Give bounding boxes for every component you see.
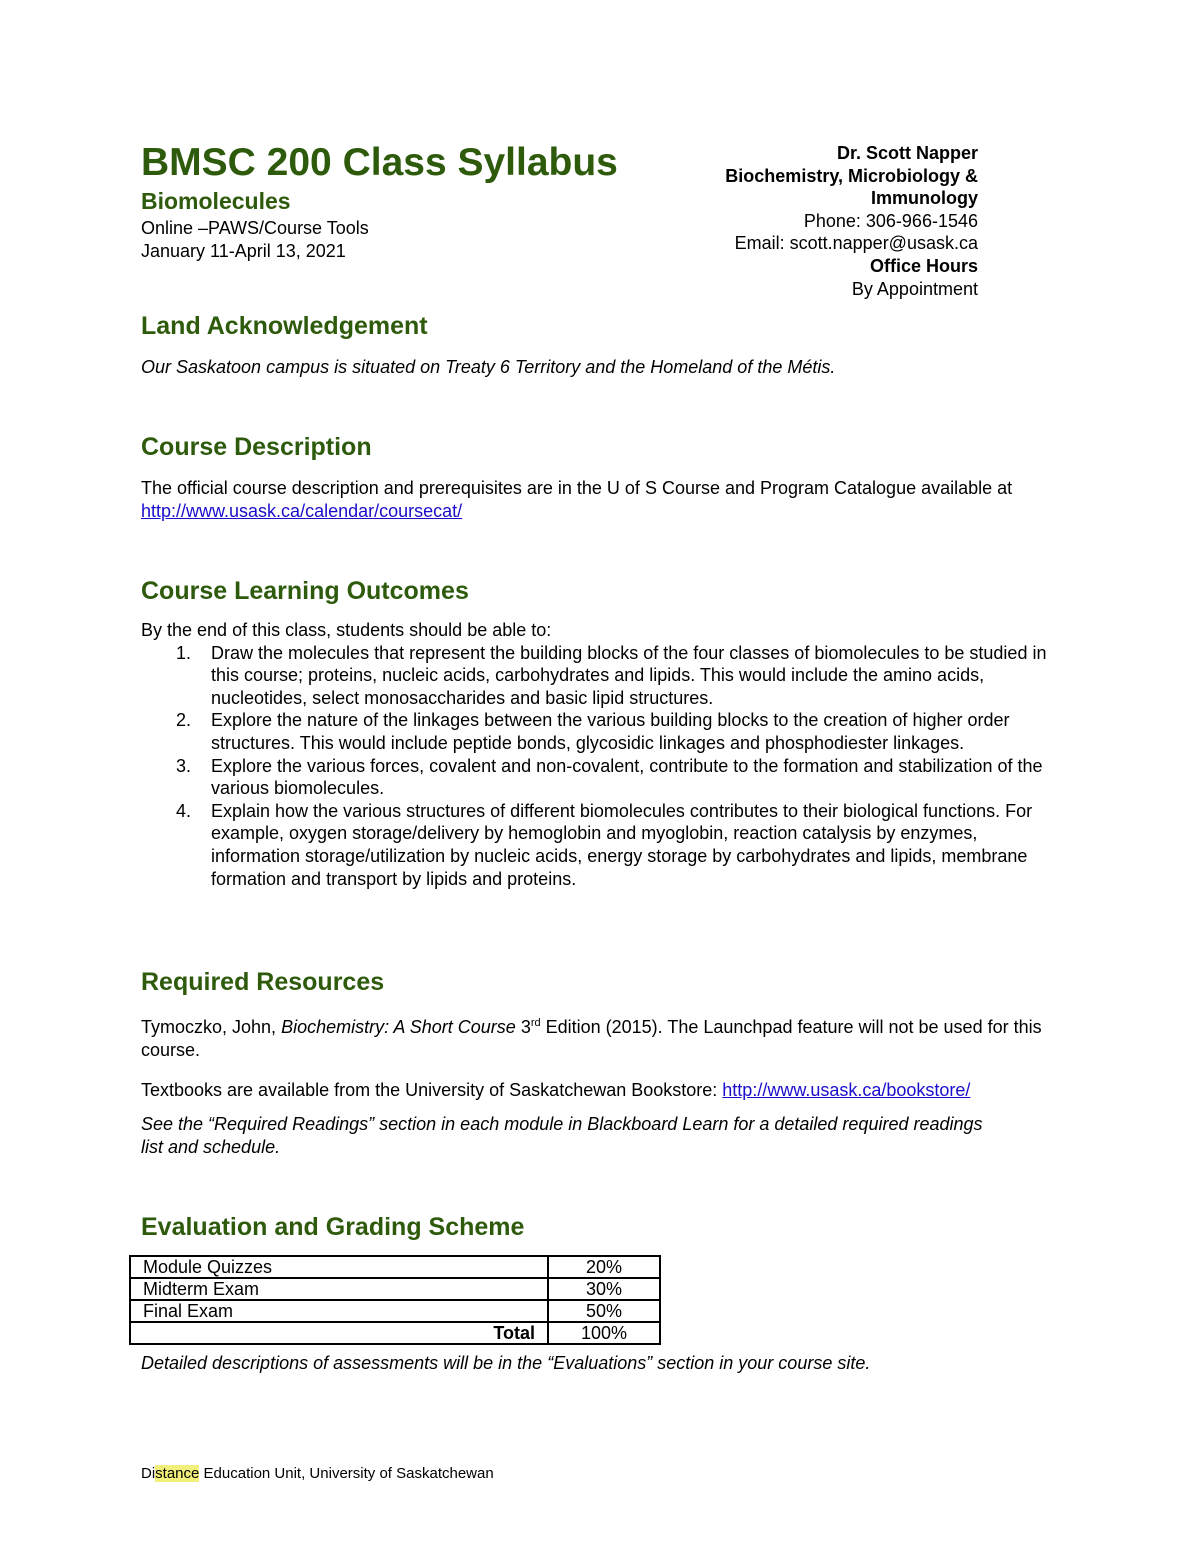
textbook-title: Biochemistry: A Short Course bbox=[281, 1017, 516, 1037]
instructor-name: Dr. Scott Napper bbox=[836, 143, 978, 163]
outcomes-intro: By the end of this class, students should be able to: bbox=[141, 620, 552, 640]
table-row bbox=[130, 1256, 660, 1278]
department-line1: Biochemistry, Microbiology & bbox=[725, 165, 978, 186]
delivery-mode: Online –PAWS/Course Tools bbox=[141, 218, 369, 238]
outcomes-list bbox=[141, 642, 1071, 891]
department-line2: Immunology bbox=[871, 188, 978, 209]
grade-weight: 20% bbox=[548, 1256, 660, 1278]
land-heading: Land Acknowledgement bbox=[141, 312, 428, 340]
textbook-edition-suffix: rd bbox=[530, 1017, 541, 1029]
grade-item: Midterm Exam bbox=[130, 1278, 548, 1300]
grade-weight: 30% bbox=[548, 1278, 660, 1300]
resources-heading: Required Resources bbox=[141, 968, 385, 996]
page-title: BMSC 200 Class Syllabus bbox=[141, 141, 618, 184]
outcomes-section bbox=[141, 619, 1071, 890]
footer-text: Education Unit, University of Saskatchewan bbox=[199, 1465, 494, 1482]
list-number: 3. bbox=[176, 755, 192, 776]
grade-item: Final Exam bbox=[130, 1300, 548, 1322]
land-text: Our Saskatoon campus is situated on Treaty 6 Territory and the Homeland of the Métis. bbox=[141, 357, 836, 377]
bookstore-link[interactable]: http://www.usask.ca/bookstore/ bbox=[722, 1080, 971, 1100]
grade-item: Module Quizzes bbox=[130, 1256, 548, 1278]
table-row bbox=[130, 1300, 660, 1322]
instructor-contact bbox=[658, 142, 978, 300]
description-body: The official course description and prerequisites are in the U of S Course and Program Catalogue available at bbox=[141, 478, 1013, 498]
textbook-edition-note: Edition (2015). The Launchpad feature will not be used for this course. bbox=[141, 1017, 1042, 1060]
bookstore-text: Textbooks are available from the University of Saskatchewan Bookstore: bbox=[141, 1080, 723, 1100]
evaluation-note: Detailed descriptions of assessments will be in the “Evaluations” section in your course site. bbox=[141, 1353, 871, 1373]
list-text: Draw the molecules that represent the building blocks of the four classes of biomolecules to be studied in this course; proteins, nucleic acids, carbohydrates and lipids. This would include the amino acids, nucleotides, select monosaccharides and basic lipid structures. bbox=[211, 642, 1047, 708]
footer-prefix: Di bbox=[141, 1465, 156, 1482]
list-item bbox=[141, 642, 1071, 710]
textbook-citation bbox=[141, 1012, 1066, 1061]
bookstore-line bbox=[141, 1079, 1071, 1102]
list-number: 1. bbox=[176, 642, 192, 663]
list-number: 2. bbox=[176, 710, 192, 731]
instructor-phone: Phone: 306-966-1546 bbox=[803, 210, 978, 231]
textbook-author: Tymoczko, John, bbox=[141, 1017, 282, 1037]
page-footer bbox=[141, 1465, 494, 1483]
table-row bbox=[130, 1278, 660, 1300]
outcomes-heading: Course Learning Outcomes bbox=[141, 577, 469, 605]
office-hours-value: By Appointment bbox=[851, 278, 978, 299]
table-row-total bbox=[130, 1322, 660, 1344]
course-dates: January 11-April 13, 2021 bbox=[141, 241, 346, 261]
instructor-email: Email: scott.napper@usask.ca bbox=[734, 233, 978, 254]
description-text bbox=[141, 477, 1071, 522]
list-item bbox=[141, 800, 1071, 890]
office-hours-label: Office Hours bbox=[869, 255, 978, 276]
list-number: 4. bbox=[176, 800, 192, 821]
course-catalogue-link[interactable]: http://www.usask.ca/calendar/coursecat/ bbox=[141, 500, 463, 521]
course-subtitle: Biomolecules bbox=[141, 188, 291, 214]
total-label: Total bbox=[130, 1322, 548, 1344]
textbook-edition-number: 3 bbox=[515, 1017, 531, 1037]
readings-note: See the “Required Readings” section in each module in Blackboard Learn for a detailed required readings list and schedule. bbox=[141, 1114, 983, 1157]
list-item bbox=[141, 755, 1071, 800]
footer-highlight: stance bbox=[155, 1465, 200, 1482]
list-text: Explore the various forces, covalent and non-covalent, contribute to the formation and stabilization of the various biomolecules. bbox=[211, 755, 1043, 799]
total-value: 100% bbox=[548, 1322, 660, 1344]
grade-weight: 50% bbox=[548, 1300, 660, 1322]
list-text: Explain how the various structures of different biomolecules contributes to their biological functions. For example, oxygen storage/delivery by hemoglobin and myoglobin, reaction catalysis by enzymes, information storage/utilization by nucleic acids, energy storage by carbohydrates and lipids, membrane formation and transport by lipids and proteins. bbox=[211, 800, 1033, 889]
list-item bbox=[141, 709, 1071, 754]
evaluation-heading: Evaluation and Grading Scheme bbox=[141, 1213, 525, 1241]
description-heading: Course Description bbox=[141, 433, 372, 461]
grading-table bbox=[129, 1255, 661, 1345]
list-text: Explore the nature of the linkages between the various building blocks to the creation of higher order structures. This would include peptide bonds, glycosidic linkages and phosphodiester linkages. bbox=[211, 710, 1010, 753]
